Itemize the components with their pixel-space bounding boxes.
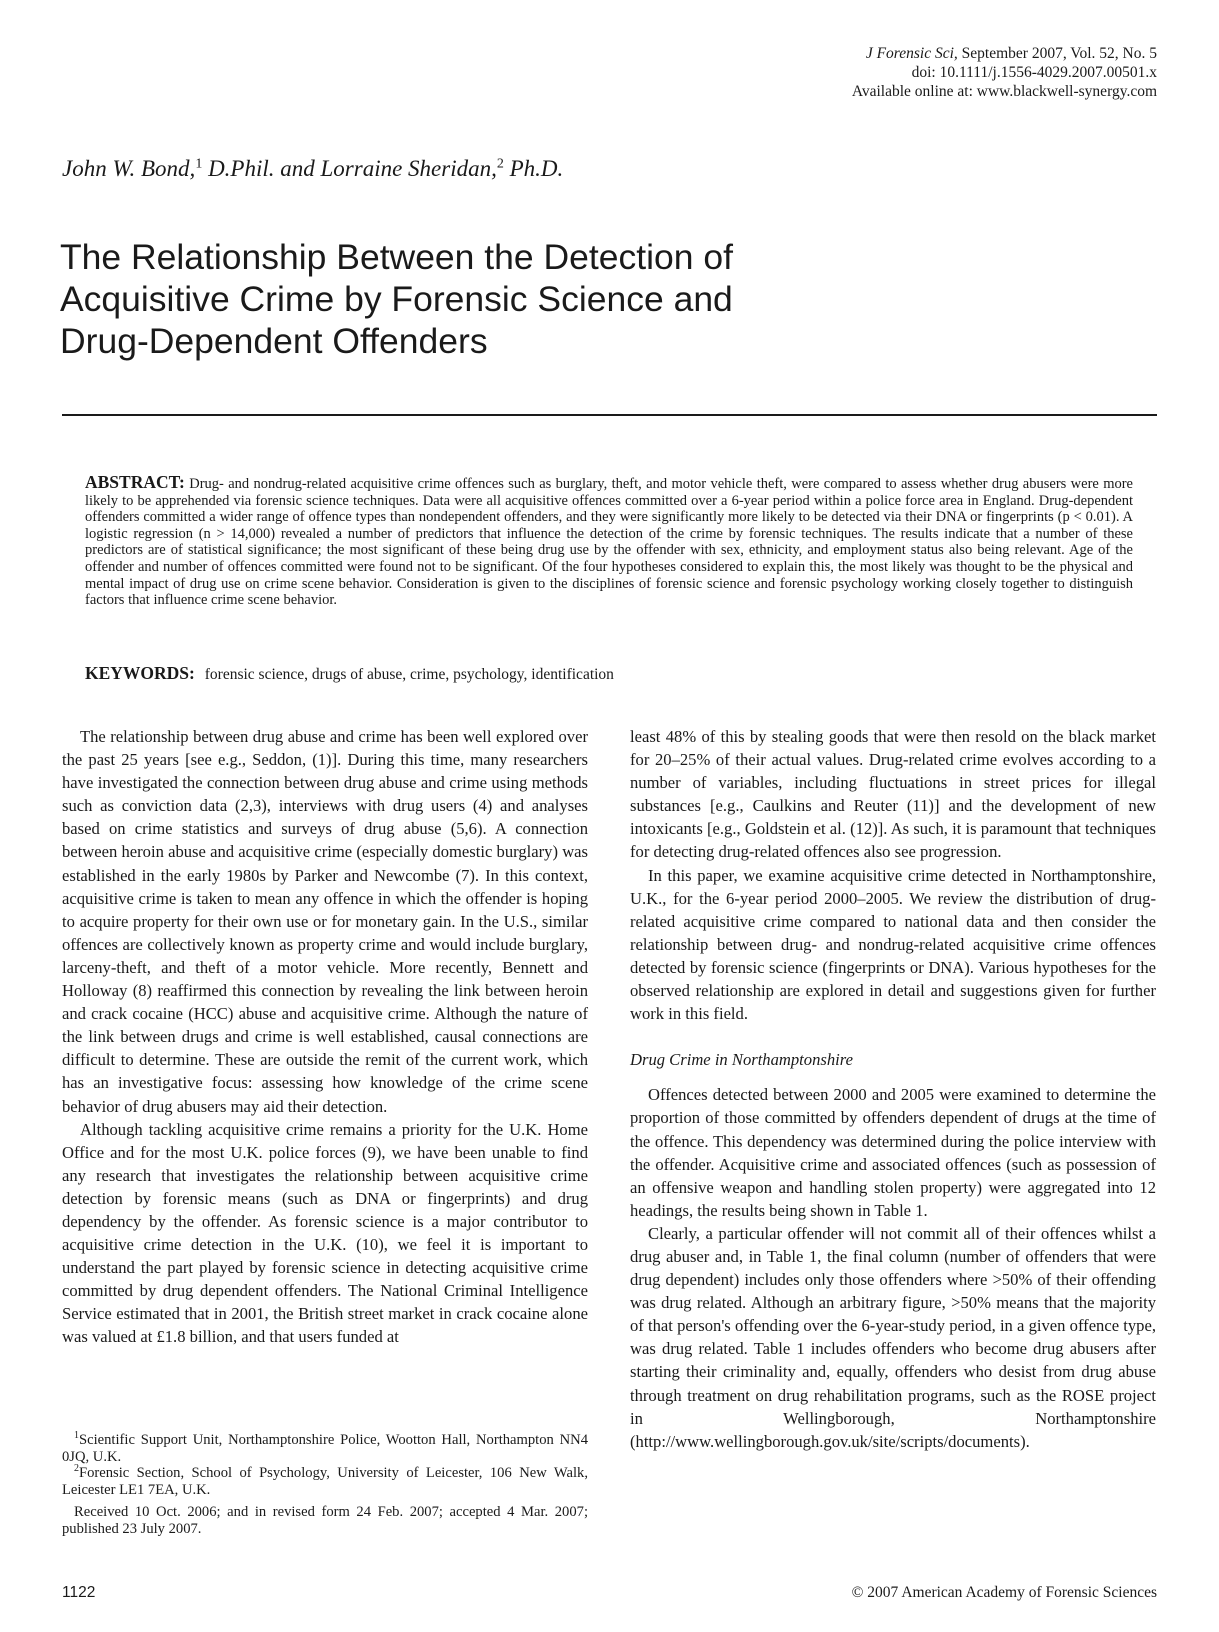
copyright: © 2007 American Academy of Forensic Sciences: [851, 1584, 1157, 1601]
footnote-2-text: Forensic Section, School of Psychology, University of Leicester, 106 New Walk, Leicester LE1 7EA, U.K.: [62, 1465, 588, 1498]
journal-name: J Forensic Sci,: [865, 45, 958, 62]
footnote-1: [62, 1432, 588, 1465]
footnote-1-text: Scientific Support Unit, Northamptonshire Police, Wootton Hall, Northampton NN4 0JQ, U.K.: [62, 1432, 588, 1465]
abstract-label: ABSTRACT:: [85, 472, 185, 492]
paragraph: The relationship between drug abuse and crime has been well explored over the past 25 years [see e.g., Seddon, (1)]. During this time, many researchers have investigated the connection between drug abuse and crime using methods such as conviction data (2,3), interviews with drug users (4) and analyses based on crime statistics and surveys of drug abuse (5,6). A connection between heroin abuse and acquisitive crime (especially domestic burglary) was established in the early 1980s by Parker and Newcombe (7). In this context, acquisitive crime is taken to mean any offence in which the offender is hoping to acquire property for their own use or for monetary gain. In the U.S., similar offences are collectively known as property crime and would include burglary, larceny-theft, and theft of a motor vehicle. More recently, Bennett and Holloway (8) reaffirmed this connection by revealing the link between heroin and crack cocaine (HCC) abuse and acquisitive crime. Although the nature of the link between drugs and crime is well established, causal connections are difficult to determine. These are outside the remit of the current work, which has an investigative focus: assessing how knowledge of the crime scene behavior of drug abusers may aid their detection.: [62, 727, 588, 1116]
keywords-label: KEYWORDS:: [85, 663, 195, 683]
authors: [62, 156, 563, 182]
author2-degree: Ph.D.: [503, 156, 564, 181]
author1-name: John W. Bond,: [62, 156, 196, 181]
body-column-left: [62, 725, 588, 1349]
footnote-2: [62, 1465, 588, 1498]
author2-name: D.Phil. and Lorraine Sheridan,: [202, 156, 497, 181]
paragraph: Offences detected between 2000 and 2005 were examined to determine the proportion of those committed by offenders dependent of drugs at the time of the offence. This dependency was determined during the police interview with the offender. Acquisitive crime and associated offences (such as possession of an offensive weapon and handling stolen property) were aggregated into 12 headings, the results being shown in Table 1.: [630, 1085, 1156, 1220]
paragraph: least 48% of this by stealing goods that were then resold on the black market for 20–25% of their actual values. Drug-related crime evolves according to a number of variables, including fluctuations in street prices for illegal substances [e.g., Caulkins and Reuter (11)] and the development of new intoxicants [e.g., Goldstein et al. (12)]. As such, it is paramount that techniques for detecting drug-related offences also see progression.: [630, 727, 1156, 862]
section-heading: Drug Crime in Northamptonshire: [630, 1050, 853, 1070]
doi: doi: 10.1111/j.1556-4029.2007.00501.x: [911, 64, 1157, 81]
title-line-1: The Relationship Between the Detection of: [60, 237, 733, 277]
body-column-right: [630, 725, 1156, 1453]
footnotes: [62, 1432, 588, 1538]
keywords: [85, 663, 614, 684]
abstract-text: Drug- and nondrug-related acquisitive crime offences such as burglary, theft, and motor vehicle theft, were compared to assess whether drug abusers were more likely to be apprehended via forensic science techniques. Data were all acquisitive offences committed over a 6-year period within a police force area in England. Drug-dependent offenders committed a wider range of offence types than nondependent offenders, and they were significantly more likely to be detected via their DNA or fingerprints (p < 0.01). A logistic regression (n > 14,000) revealed a number of predictors that influence the detection of the crime by forensic techniques. The results indicate that a number of these predictors are of statistical significance; the most significant of these being drug use by the offender with sex, ethnicity, and employment status also being relevant. Age of the offender and number of offences committed were found not to be significant. Of the four hypotheses considered to explain this, the most likely was thought to be the physical and mental impact of drug use on crime scene behavior. Consideration is given to the disciplines of forensic science and forensic psychology working closely together to distinguish factors that influence crime scene behavior.: [85, 476, 1133, 609]
title-line-2: Acquisitive Crime by Forensic Science and: [60, 279, 733, 319]
journal-header: [852, 44, 1157, 101]
footnote-2-mark: 2: [74, 1463, 79, 1475]
page-number: 1122: [62, 1584, 96, 1601]
footnote-1-mark: 1: [74, 1430, 79, 1442]
author1-affiliation-mark: 1: [195, 156, 203, 172]
title-line-3: Drug-Dependent Offenders: [60, 321, 488, 361]
author2-affiliation-mark: 2: [496, 156, 504, 172]
journal-issue: September 2007, Vol. 52, No. 5: [957, 45, 1157, 62]
received-dates: Received 10 Oct. 2006; and in revised form 24 Feb. 2007; accepted 4 Mar. 2007; published 23 July 2007.: [62, 1504, 588, 1537]
paragraph: Clearly, a particular offender will not commit all of their offences whilst a drug abuser and, in Table 1, the final column (number of offenders that were drug dependent) includes only those offenders where >50% of their offending was drug related. Although an arbitrary figure, >50% means that the majority of that person's offending over the 6-year-study period, in a given offence type, was drug related. Table 1 includes offenders who become drug abusers after starting their criminality and, equally, offenders who desist from drug abuse through treatment on drug rehabilitation programs, such as the ROSE project in Wellingborough, Northamptonshire (http://www.wellingborough.gov.uk/site/scripts/documents).: [630, 1223, 1156, 1451]
keywords-text: forensic science, drugs of abuse, crime, psychology, identification: [204, 666, 614, 683]
paragraph: Although tackling acquisitive crime remains a priority for the U.K. Home Office and for the most U.K. police forces (9), we have been unable to find any research that investigates the relationship between acquisitive crime detection by forensic means (such as DNA or fingerprints) and drug dependency by the offender. As forensic science is a major contributor to acquisitive crime detection in the U.K. (10), we feel it is important to understand the part played by forensic science in detecting acquisitive crime committed by drug dependent offenders. The National Criminal Intelligence Service estimated that in 2001, the British street market in crack cocaine alone was valued at £1.8 billion, and that users funded at: [62, 1119, 588, 1347]
abstract: [85, 474, 1133, 609]
journal-citation: [852, 44, 1157, 63]
title-divider: [62, 414, 1157, 416]
paragraph: In this paper, we examine acquisitive crime detected in Northamptonshire, U.K., for the 6-year period 2000–2005. We review the distribution of drug-related acquisitive crime compared to national data and then consider the relationship between drug- and nondrug-related acquisitive crime offences detected by forensic science (fingerprints or DNA). Various hypotheses for the observed relationship are explored in detail and suggestions given for further work in this field.: [630, 865, 1156, 1024]
article-title: [60, 236, 820, 362]
available-online: Available online at: www.blackwell-synergy.com: [851, 83, 1157, 100]
